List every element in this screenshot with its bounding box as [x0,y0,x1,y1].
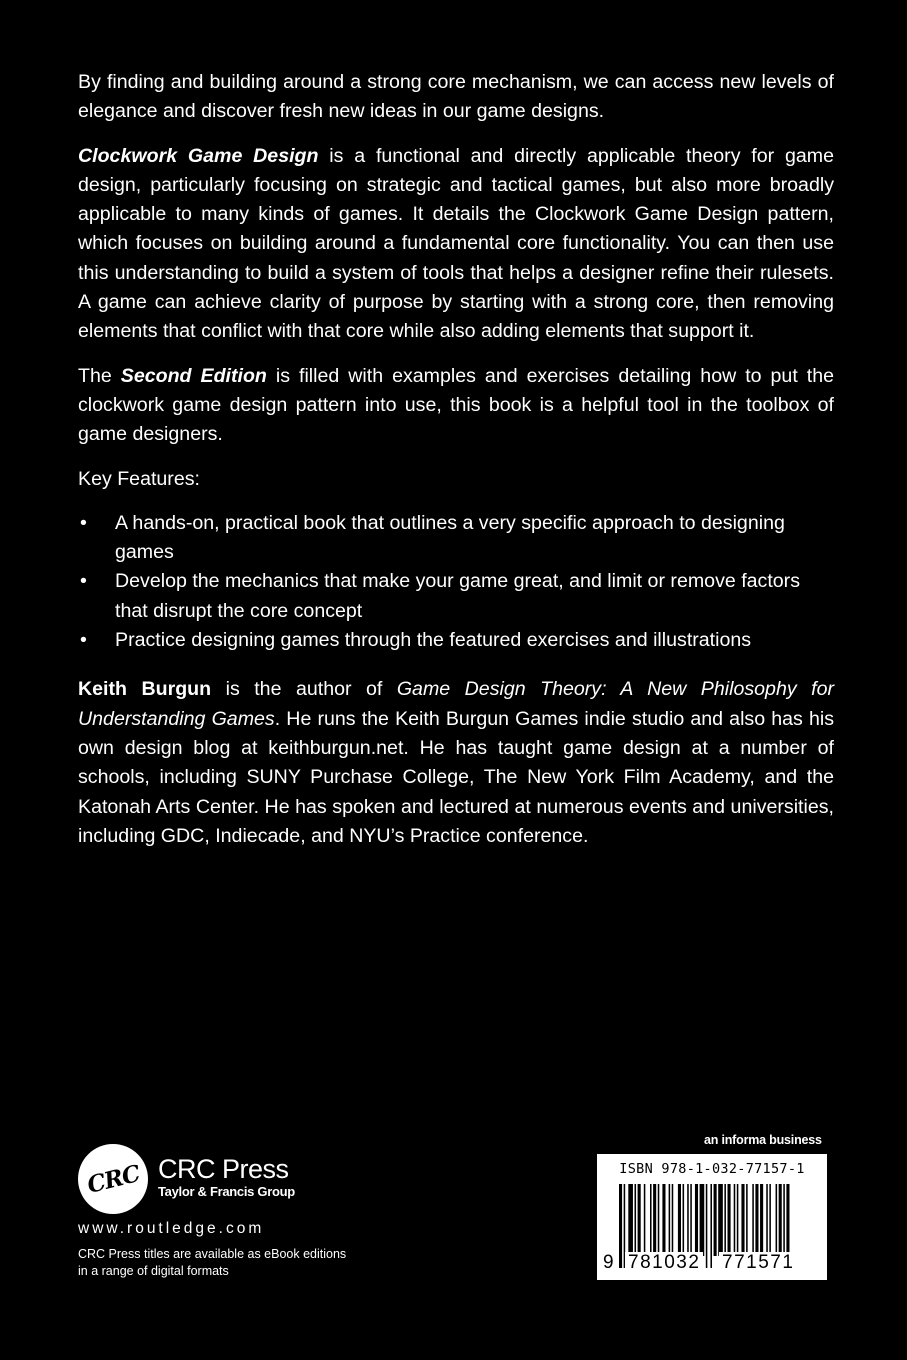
author-book-title: Game Design Theory: A New Philosophy for Understanding Games [78,678,834,730]
edition-text: is filled with examples and exercises detailing how to put the clockwork game design pattern into use, this book is a helpful tool in the toolbox of game designers. [78,364,834,446]
barcode-digits [601,1252,823,1274]
book-title: Clockwork Game Design [78,144,319,167]
key-features-heading: Key Features: [78,467,200,490]
informa-tagline: an informa business [704,1133,822,1147]
isbn-barcode [597,1154,827,1280]
barcode-digits-right: 771571 [719,1252,797,1274]
publisher-group: Taylor & Francis Group [158,1184,295,1199]
bullet-icon: • [80,511,87,534]
isbn-label: ISBN 978-1-032-77157-1 [619,1161,805,1177]
edition-paragraph [78,362,834,450]
barcode-digits-left: 781032 [625,1252,703,1274]
description-paragraph [78,142,834,347]
bullet-icon: • [80,570,87,593]
back-cover-text [78,68,834,866]
feature-item: • Develop the mechanics that make your game great, and limit or remove factors that disrupt the core concept [78,567,834,626]
description-text: is a functional and directly applicable theory for game design, particularly focusing on strategic and tactical games, but also more broadly applicable to many kinds of games. It details the Clockwork Game Design pattern, which focuses on building around a fundamental core functionality. You can then use this understanding to build a system of tools that helps a designer refine their rulesets. A game can achieve clarity of purpose by starting with a strong core, then removing elements that conflict with that core while also adding elements that support it. [78,144,834,343]
crc-logo-icon: CRC [78,1144,148,1214]
ebook-note: CRC Press titles are available as eBook editions in a range of digital formats [78,1247,347,1278]
website-url: www.routledge.com [78,1220,265,1237]
key-features-list [78,509,834,655]
feature-item: • Practice designing games through the featured exercises and illustrations [78,626,834,655]
publisher-block [158,1155,295,1201]
edition-prefix: The [78,364,121,387]
edition-title: Second Edition [120,364,267,387]
bullet-icon: • [80,629,87,652]
author-bio: Keith Burgun is the author of Game Design Theory: A New Philosophy for Understanding Games. He runs the Keith Burgun Games indie studio and also has his own design blog at keithburgun.net. He has taught game design at a number of schools, including SUNY Purchase College, The New York Film Academy, and the Katonah Arts Center. He has spoken and lectured at numerous events and universities, including GDC, Indiecade, and NYU’s Practice conference. [78,678,835,847]
feature-item: • A hands-on, practical book that outlines a very specific approach to designing games [78,509,834,568]
intro-paragraph: By finding and building around a strong core mechanism, we can access new levels of elegance and discover fresh new ideas in our game designs. [78,71,834,123]
author-name: Keith Burgun [78,678,212,701]
barcode-digit-first: 9 [603,1252,614,1273]
publisher-name: CRC Press [158,1154,289,1184]
